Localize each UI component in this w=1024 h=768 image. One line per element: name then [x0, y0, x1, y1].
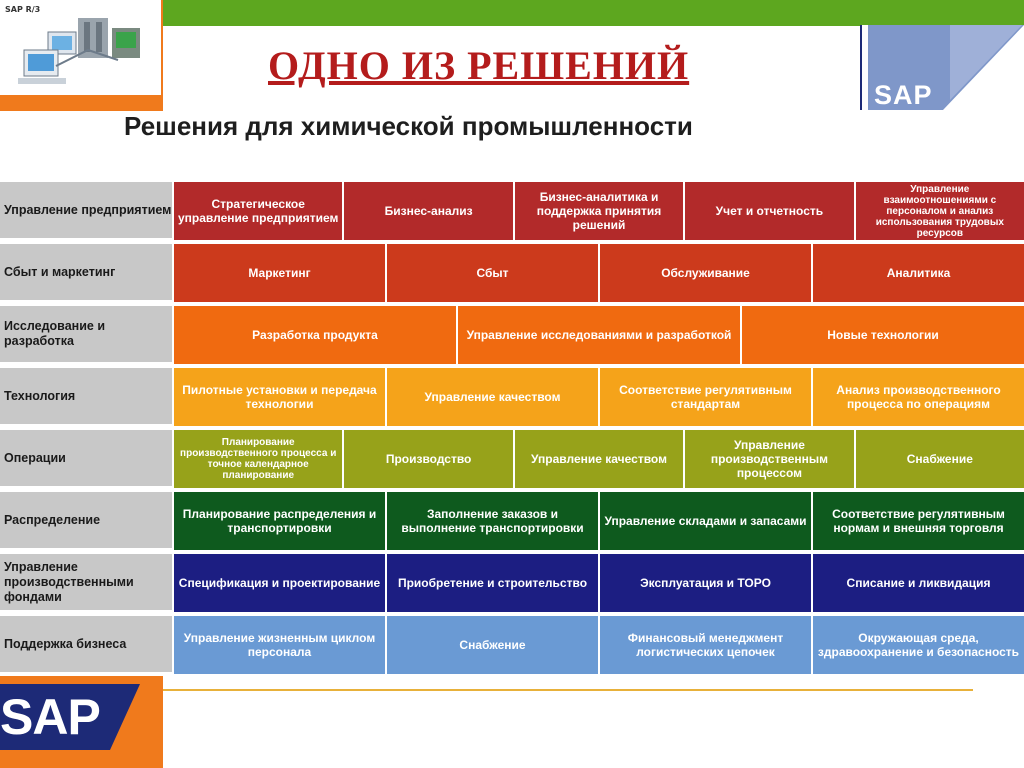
solution-cell[interactable]: Анализ производственного процесса по операциям: [813, 368, 1024, 426]
sap-r3-logo: [0, 0, 163, 111]
row-cells: [174, 430, 1024, 488]
solution-cell[interactable]: Соответствие регулятивным нормам и внешняя торговля: [813, 492, 1024, 550]
solution-cell[interactable]: Окружающая среда, здравоохранение и безопасность: [813, 616, 1024, 674]
solution-cell[interactable]: Спецификация и проектирование: [174, 554, 385, 612]
solution-cell[interactable]: Эксплуатация и ТОРО: [600, 554, 811, 612]
top-accent-bar: [163, 0, 1024, 26]
chart-subtitle: Решения для химической промышленности: [124, 111, 693, 141]
solution-row: [0, 492, 1024, 550]
solution-cell[interactable]: Производство: [344, 430, 512, 488]
solution-cell[interactable]: Бизнес-анализ: [344, 182, 512, 240]
solution-cell[interactable]: Снабжение: [856, 430, 1024, 488]
solution-row: [0, 368, 1024, 426]
solution-cell[interactable]: Снабжение: [387, 616, 598, 674]
row-cells: [174, 368, 1024, 426]
sap-logo-top: [860, 25, 1024, 110]
solution-cell[interactable]: Учет и отчетность: [685, 182, 853, 240]
row-label: Управление производственными фондами: [0, 554, 172, 612]
solution-row: [0, 430, 1024, 488]
solution-cell[interactable]: Соответствие регулятивным стандартам: [600, 368, 811, 426]
solution-cell[interactable]: Планирование производственного процесса и точное календарное планирование: [174, 430, 342, 488]
logo-orange-base: [0, 95, 163, 111]
row-label: Распределение: [0, 492, 172, 550]
solution-cell[interactable]: Управление производственным процессом: [685, 430, 853, 488]
row-cells: [174, 554, 1024, 612]
solution-cell[interactable]: Сбыт: [387, 244, 598, 302]
solution-cell[interactable]: Стратегическое управление предприятием: [174, 182, 342, 240]
solution-cell[interactable]: Пилотные установки и передача технологии: [174, 368, 385, 426]
solution-cell[interactable]: Планирование распределения и транспортировки: [174, 492, 385, 550]
row-label: Операции: [0, 430, 172, 488]
solution-cell[interactable]: Управление исследованиями и разработкой: [458, 306, 740, 364]
solution-row: [0, 244, 1024, 302]
row-label: Исследование и разработка: [0, 306, 172, 364]
sap-logo-bottom-text: SAP: [0, 689, 100, 745]
row-cells: [174, 244, 1024, 302]
solution-cell[interactable]: Приобретение и строительство: [387, 554, 598, 612]
row-cells: [174, 306, 1024, 364]
solution-cell[interactable]: Маркетинг: [174, 244, 385, 302]
solution-cell[interactable]: Заполнение заказов и выполнение транспортировки: [387, 492, 598, 550]
solution-cell[interactable]: Финансовый менеджмент логистических цепочек: [600, 616, 811, 674]
computers-icon: [8, 10, 158, 90]
solution-cell[interactable]: Бизнес-аналитика и поддержка принятия решений: [515, 182, 683, 240]
row-cells: [174, 616, 1024, 674]
sap-logo-top-text: SAP: [874, 80, 933, 110]
solution-cell[interactable]: Управление взаимоотношениями с персоналом и анализ использования трудовых ресурсов: [856, 182, 1024, 240]
row-label: Управление предприятием: [0, 182, 172, 240]
row-label: Поддержка бизнеса: [0, 616, 172, 674]
solution-cell[interactable]: Управление качеством: [387, 368, 598, 426]
solution-cell[interactable]: Обслуживание: [600, 244, 811, 302]
solution-cell[interactable]: Аналитика: [813, 244, 1024, 302]
row-cells: [174, 182, 1024, 240]
page-title: ОДНО ИЗ РЕШЕНИЙ: [268, 43, 690, 88]
solution-cell[interactable]: Новые технологии: [742, 306, 1024, 364]
row-label: Технология: [0, 368, 172, 426]
bottom-divider: [163, 689, 973, 691]
solution-cell[interactable]: Списание и ликвидация: [813, 554, 1024, 612]
solution-row: [0, 616, 1024, 674]
solution-cell[interactable]: Управление складами и запасами: [600, 492, 811, 550]
solution-row: [0, 554, 1024, 612]
solution-cell[interactable]: Управление жизненным циклом персонала: [174, 616, 385, 674]
solution-cell[interactable]: Разработка продукта: [174, 306, 456, 364]
solution-row: [0, 306, 1024, 364]
row-cells: [174, 492, 1024, 550]
solution-cell[interactable]: Управление качеством: [515, 430, 683, 488]
logo-caption: SAP R/3: [5, 5, 41, 14]
row-label: Сбыт и маркетинг: [0, 244, 172, 302]
solution-row: [0, 182, 1024, 240]
